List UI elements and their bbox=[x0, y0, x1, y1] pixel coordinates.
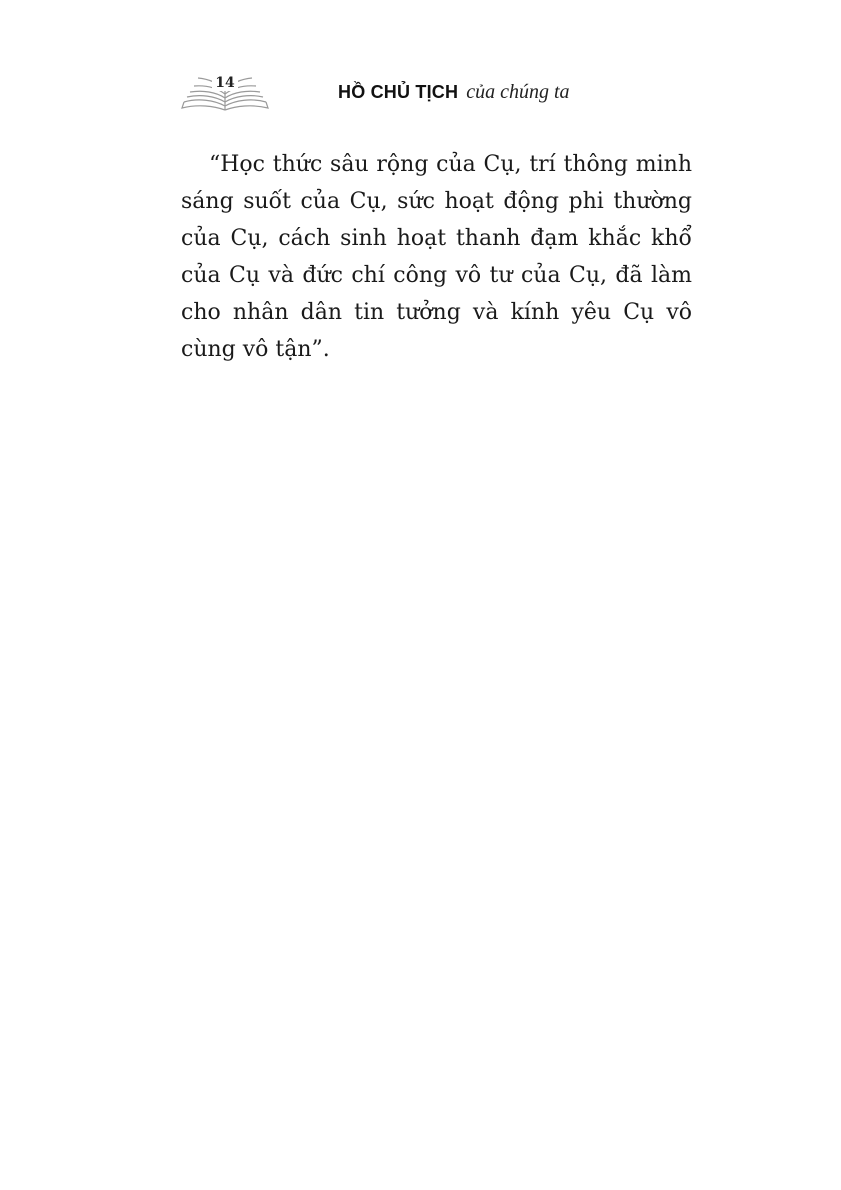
open-book-icon bbox=[180, 66, 270, 112]
running-title bbox=[338, 80, 570, 105]
paragraph-line: sáng suốt của Cụ, sức hoạt động phi thường bbox=[181, 189, 692, 214]
page-number: 14 bbox=[212, 75, 238, 91]
paragraph-line: cùng vô tận”. bbox=[181, 337, 330, 362]
paragraph-line: “Học thức sâu rộng của Cụ, trí thông minh bbox=[209, 152, 692, 177]
running-title-main: HỒ CHỦ TỊCH bbox=[338, 82, 459, 102]
paragraph-line: của Cụ và đức chí công vô tư của Cụ, đã làm bbox=[181, 263, 692, 288]
running-title-script: của chúng ta bbox=[466, 81, 570, 103]
paragraph-line: cho nhân dân tin tưởng và kính yêu Cụ vô bbox=[181, 300, 692, 325]
page-header bbox=[180, 66, 660, 114]
paragraph-line: của Cụ, cách sinh hoạt thanh đạm khắc khổ bbox=[181, 226, 692, 251]
body-paragraph bbox=[181, 146, 692, 368]
